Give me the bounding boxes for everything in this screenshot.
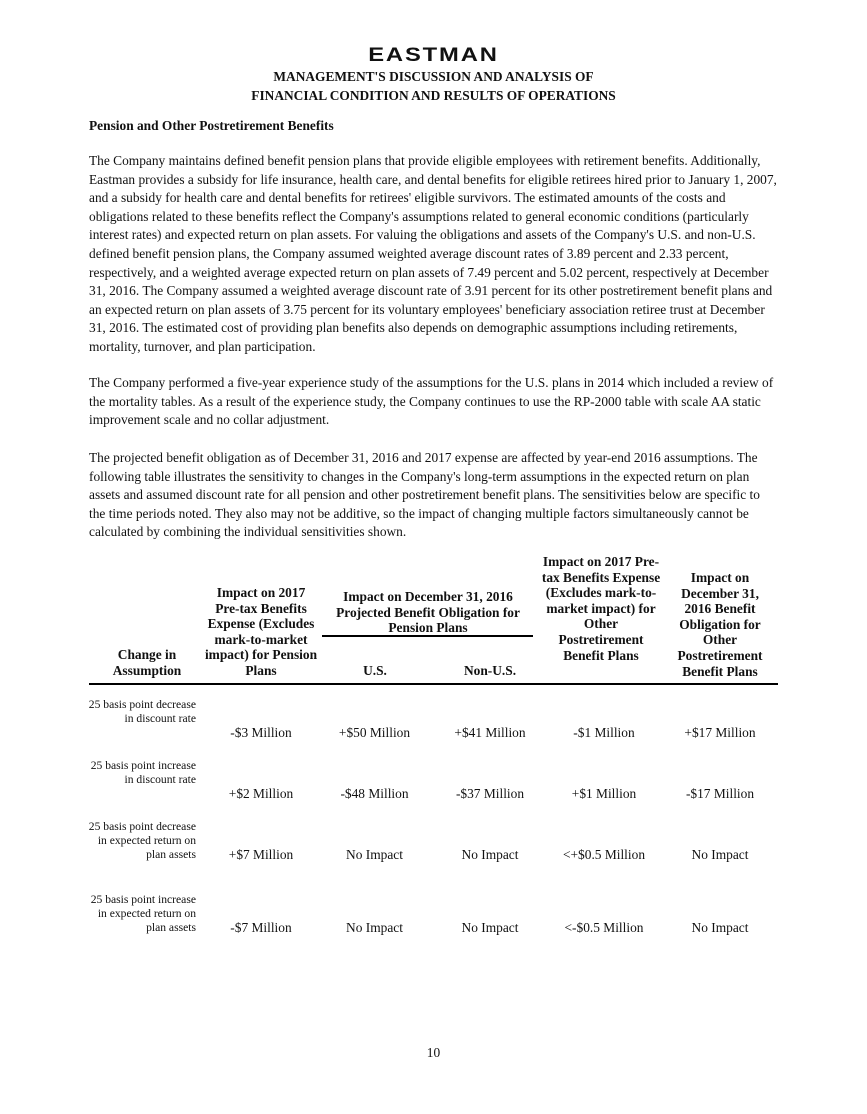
row-label-discount-decrease: 25 basis point decrease in discount rate (88, 698, 196, 725)
cell-non-us: No Impact (461, 920, 519, 935)
document-title-line2: FINANCIAL CONDITION AND RESULTS OF OPERATIONS (251, 88, 616, 103)
column-header-other-expense: Impact on 2017 Pre-tax Benefits Expense (Excludes mark-to-market impact) for Other Postretirement Benefit Plans (541, 554, 661, 663)
cell-us: No Impact (346, 847, 403, 862)
row-label-discount-increase: 25 basis point increase in discount rate (90, 759, 196, 786)
column-header-us: U.S. (363, 663, 387, 678)
page-number: 10 (426, 1045, 441, 1060)
paragraph-experience-study: The Company performed a five-year experience study of the assumptions for the U.S. plans in 2014 which included a review of the mortality tables. As a result of the experience study, the Company continues to use the RP-2000 table with scale AA static improvement scale and no collar adjustment. (89, 375, 774, 428)
cell-other-obligation: No Impact (691, 847, 749, 862)
column-header-pension-expense: Impact on 2017 Pre-tax Benefits Expense (Excludes mark-to-market impact) for Pension Plans (204, 585, 318, 678)
cell-other-expense: <-$0.5 Million (564, 920, 644, 935)
eastman-logo: EASTMAN (368, 45, 499, 66)
paragraph-sensitivity-intro: The projected benefit obligation as of December 31, 2016 and 2017 expense are affected by year-end 2016 assumptions. The following table illustrates the sensitivity to changes in the Company's long-term assumptions in the expected return on plan assets and assumed discount rate for all pension and other postretirement benefit plans. The sensitivities below are specific to the time periods noted. They also may not be additive, so the impact of changing multiple factors simultaneously cannot be calculated by combining the individual sensitivities shown. (89, 450, 760, 540)
cell-pension-expense: -$3 Million (230, 725, 292, 740)
column-header-non-us: Non-U.S. (463, 663, 517, 678)
column-header-pbo-group: Impact on December 31, 2016 Projected Benefit Obligation for Pension Plans (336, 589, 520, 636)
row-label-return-increase: 25 basis point increase in expected return on plan assets (90, 893, 196, 934)
cell-other-expense: -$1 Million (573, 725, 635, 740)
cell-pension-expense: -$7 Million (230, 920, 292, 935)
cell-other-obligation: No Impact (691, 920, 749, 935)
cell-other-expense: <+$0.5 Million (562, 847, 646, 862)
document-title-line1: MANAGEMENT'S DISCUSSION AND ANALYSIS OF (273, 69, 594, 84)
cell-non-us: No Impact (461, 847, 519, 862)
column-header-change-in-assumption: Change in Assumption (112, 647, 182, 678)
cell-other-expense: +$1 Million (571, 786, 637, 801)
row-label-return-decrease: 25 basis point decrease in expected return on plan assets (88, 820, 196, 861)
cell-non-us: -$37 Million (455, 786, 525, 801)
cell-us: +$50 Million (338, 725, 411, 740)
cell-pension-expense: +$2 Million (228, 786, 294, 801)
cell-us: No Impact (346, 920, 403, 935)
paragraph-plans-overview: The Company maintains defined benefit pension plans that provide eligible employees with retirement benefits. Additionally, Eastman provides a subsidy for life insurance, health care, and dental benefits for eligible retirees hired prior to January 1, 2007, and a subsidy for health care and dental benefits for retirees' eligible survivors. The estimated amounts of the costs and obligations related to these benefits reflect the Company's assumptions related to general economic conditions (particularly interest rates) and expected return on plan assets. For valuing the obligations and assets of the Company's U.S. and non-U.S. defined benefit pension plans, the Company assumed weighted average discount rates of 3.89 percent and 2.33 percent, respectively, and a weighted average expected return on plan assets of 7.49 percent and 5.02 percent, respectively at December 31, 2016. The Company assumed a weighted average discount rate of 3.91 percent for its other postretirement benefit plans and an expected return on plan assets of 3.75 percent for its voluntary employees' beneficiary association retiree trust at December 31, 2016. The estimated cost of providing plan benefits also depends on demographic assumptions including retirements, mortality, turnover, and plan participation. (89, 153, 777, 354)
cell-us: -$48 Million (340, 786, 409, 801)
cell-other-obligation: -$17 Million (685, 786, 755, 801)
cell-pension-expense: +$7 Million (228, 847, 294, 862)
section-title: Pension and Other Postretirement Benefits (89, 118, 334, 133)
cell-other-obligation: +$17 Million (684, 725, 756, 740)
group-header-underline (322, 635, 533, 637)
table-header-underline (89, 683, 778, 685)
cell-non-us: +$41 Million (454, 725, 526, 740)
column-header-other-obligation: Impact on December 31, 2016 Benefit Obligation for Other Postretirement Benefit Plans (677, 570, 763, 679)
